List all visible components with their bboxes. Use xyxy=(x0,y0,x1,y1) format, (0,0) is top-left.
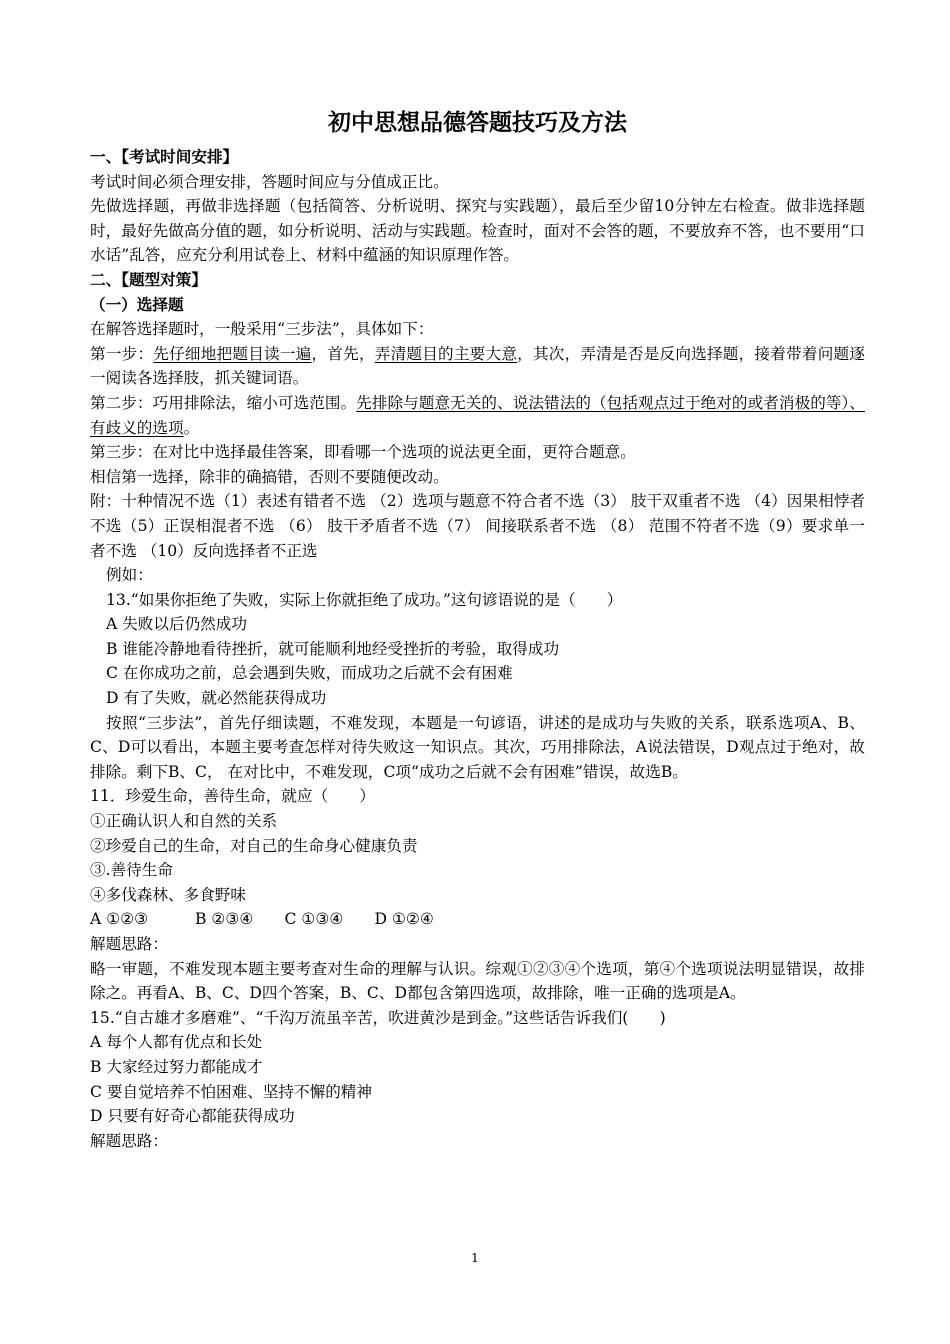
question-11-item-2: ②珍爱自己的生命，对自己的生命身心健康负责 xyxy=(90,836,418,855)
subsection-heading-choice: （一）选择题 xyxy=(90,295,184,314)
section-heading-exam-time: 一、【考试时间安排】 xyxy=(90,148,239,166)
question-15-option-b: B 大家经过努力都能成才 xyxy=(90,1057,263,1076)
paragraph: 考试时间必须合理安排，答题时间应与分值成正比。 xyxy=(90,172,449,191)
question-11-choices: A ①②③ B ②③④ C ①③④ D ①②④ xyxy=(90,910,434,929)
text: 第一步： xyxy=(90,344,154,363)
document-page xyxy=(90,108,865,1153)
paragraph: 在解答选择题时，一般采用“三步法”，具体如下： xyxy=(90,320,434,339)
question-15-option-a: A 每个人都有优点和长处 xyxy=(90,1033,263,1052)
question-15-option-d: D 只要有好奇心都能获得成功 xyxy=(90,1107,295,1126)
underlined-text: 先排除与题意无关的、说法错法的（包括观点过于绝对的或者消极的等）、有歧义的选项 xyxy=(90,393,865,437)
question-13-option-c: C 在你成功之前，总会遇到失败，而成功之后就不会有困难 xyxy=(106,664,513,683)
document-title: 初中思想品德答题技巧及方法 xyxy=(328,110,627,136)
question-13-option-a: A 失败以后仍然成功 xyxy=(106,615,247,634)
underlined-text: 先仔细地把题目读一遍 xyxy=(153,344,312,363)
page-number: 1 xyxy=(471,1251,479,1265)
paragraph: 先做选择题，再做非选择题（包括简答、分析说明、探究与实践题），最后至少留10分钟左右检查。做非选择题时，最好先做高分值的题，如分析说明、活动与实践题。检查时，面对不会答的题，不要放弃不答，也不要用“口水话”乱答，应充分利用试卷上、材料中蕴涵的知识原理作答。 xyxy=(90,197,865,265)
question-15-option-c: C 要自觉培养不怕困难、坚持不懈的精神 xyxy=(90,1082,372,1101)
question-11-item-4: ④多伐森林、多食野味 xyxy=(90,885,246,904)
question-11-item-1: ①正确认识人和自然的关系 xyxy=(90,812,278,831)
question-13-option-d: D 有了失败，就必然能获得成功 xyxy=(106,689,327,708)
step-two xyxy=(90,391,865,440)
question-13-stem: 13.“如果你拒绝了失败，实际上你就拒绝了成功。”这句谚语说的是（ ） xyxy=(106,590,623,609)
example-label: 例如： xyxy=(106,566,153,585)
question-13-option-b: B 谁能冷静地看待挫折，就可能顺利地经受挫折的考验，取得成功 xyxy=(106,639,560,658)
text: ，首先， xyxy=(311,344,375,363)
appendix-rules: 附：十种情况不选（1）表述有错者不选 （2）选项与题意不符合者不选（3） 肢干双重者不选 （4）因果相悖者不选（5）正误相混者不选 （6） 肢干矛盾者不选（7） 间接联系者不选 （8） 范围不符者不选（9）要求单一者不选 （10）反向选择者不正选 xyxy=(90,492,866,560)
question-11-item-3: ③.善待生命 xyxy=(90,861,173,880)
solution-label: 解题思路： xyxy=(90,1131,168,1150)
solution-label: 解题思路： xyxy=(90,935,168,953)
text: ，其次，弄清是否是反向选择题，接着带着问题逐一阅读各选择肢，抓关键词语。 xyxy=(90,344,865,388)
question-13-analysis: 按照“三步法”，首先仔细读题，不难发现，本题是一句谚语，讲述的是成功与失败的关系，联系选项A、B、C、D可以看出，本题主要考查怎样对待失败这一知识点。其次，巧用排除法，A说法错误，D观点过于绝对，故排除。剩下B、C， 在对比中，不难发现，C项“成功之后就不会有困难”错误，故选B。 xyxy=(90,713,865,781)
step-one xyxy=(90,342,865,391)
paragraph: 相信第一选择，除非的确搞错，否则不要随便改动。 xyxy=(90,467,449,486)
text: 。 xyxy=(183,418,200,437)
section-heading-question-types: 二、【题型对策】 xyxy=(90,270,207,289)
question-15-stem: 15.“自古雄才多磨难”、“千沟万流虽辛苦，吹进黄沙是到金。”这些话告诉我们( ) xyxy=(90,1008,666,1027)
question-11-stem: 11．珍爱生命，善待生命，就应（ ） xyxy=(90,787,375,806)
text: 第二步：巧用排除法，缩小可选范围。 xyxy=(90,393,357,412)
underlined-text: 弄清题目的主要大意 xyxy=(374,344,518,363)
question-11-analysis: 略一审题，不难发现本题主要考查对生命的理解与认识。综观①②③④个选项，第④个选项说法明显错误，故排除之。再看A、B、C、D四个答案，B、C、D都包含第四选项，故排除，唯一正确的选项是A。 xyxy=(90,959,865,1003)
step-three: 第三步：在对比中选择最佳答案，即看哪一个选项的说法更全面，更符合题意。 xyxy=(90,443,636,462)
